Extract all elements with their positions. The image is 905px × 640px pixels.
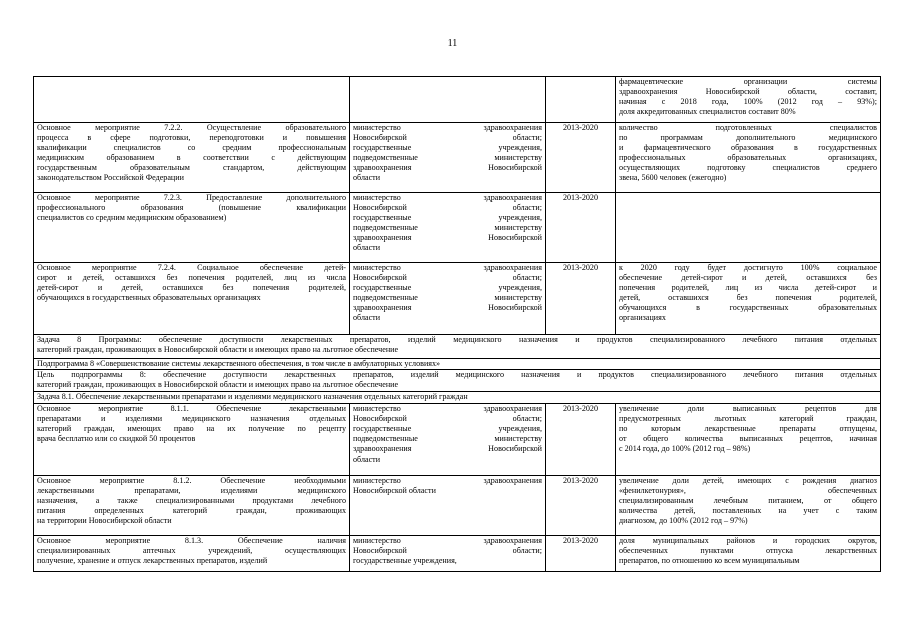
cell-text-line: Новосибирской области xyxy=(353,486,436,496)
table-row xyxy=(34,77,881,123)
cell-text-line: доля муниципальных районов и городских округов, xyxy=(619,536,877,546)
years-cell xyxy=(546,536,616,572)
cell-text-line: государственные учреждения, xyxy=(353,424,542,434)
years-cell xyxy=(546,193,616,263)
cell-text-line: Основное мероприятие 8.1.2. Обеспечение необходимыми xyxy=(37,476,346,486)
cell-text-line: категорий граждан, проживающих в Новосибирской области и имеющих право на льготное обеспечение xyxy=(37,345,399,355)
cell-text-line: Новосибирской области; xyxy=(353,203,542,213)
section-heading-cell xyxy=(34,359,881,370)
cell-text-line: обучающихся в государственных образовательных организациях xyxy=(37,293,261,303)
result-cell xyxy=(616,123,881,193)
cell-text-line: министерство здравоохранения xyxy=(353,536,542,546)
executor-cell xyxy=(350,476,546,536)
years-cell xyxy=(546,123,616,193)
cell-text-line: предусмотренных льготных категорий граждан, xyxy=(619,414,877,424)
cell-text-line: и фармацевтического образования в государственных xyxy=(619,143,877,153)
cell-text-line: врача бесплатно или со скидкой 50 процентов xyxy=(37,434,196,444)
cell-text-line: Новосибирской области; xyxy=(353,546,542,556)
cell-text-line: государственным образовательным стандартом, действующим xyxy=(37,163,346,173)
cell-text-line: с 2014 года, до 100% (2012 год – 98%) xyxy=(619,444,751,454)
section-heading-cell xyxy=(34,370,881,392)
executor-cell xyxy=(350,77,546,123)
cell-text-line: министерство здравоохранения xyxy=(353,476,542,486)
program-activities-table xyxy=(33,76,881,572)
activity-cell xyxy=(34,77,350,123)
cell-text-line: по программам дополнительного медицинского xyxy=(619,133,877,143)
cell-text-line: препаратов, по отношению ко всем муниципальным xyxy=(619,556,800,566)
cell-text-line: Цель подпрограммы 8: обеспечение доступности лекарственных препаратов, изделий медицинского назначения и продуктов специализированного лечебного питания отдельных xyxy=(37,370,877,380)
cell-text-line: подведомственные министерству xyxy=(353,434,542,444)
cell-text-line: медицинским образованием в соответствии с действующим xyxy=(37,153,346,163)
cell-text-line: Основное мероприятие 7.2.4. Социальное обеспечение детей- xyxy=(37,263,346,272)
activity-cell xyxy=(34,536,350,572)
cell-text-line: Основное мероприятие 8.1.1. Обеспечение лекарственными xyxy=(37,404,346,414)
years-text: 2013-2020 xyxy=(562,123,599,132)
executor-cell xyxy=(350,263,546,335)
executor-cell xyxy=(350,404,546,476)
executor-cell xyxy=(350,536,546,572)
cell-text-line: лекарственными препаратами, изделиями медицинского xyxy=(37,486,346,496)
cell-text-line: диагнозом, до 100% (2012 год – 97%) xyxy=(619,516,748,526)
cell-text-line: министерство здравоохранения xyxy=(353,193,542,202)
cell-text-line: обеспеченных пунктами отпуска лекарственных xyxy=(619,546,877,556)
cell-text-line: категорий граждан, имеющих право на их получение по рецепту xyxy=(37,424,346,434)
cell-text-line: области xyxy=(353,243,381,253)
result-cell xyxy=(616,404,881,476)
cell-text-line: Задача 8 Программы: обеспечение доступности лекарственных препаратов, изделий медицинского назначения и продуктов специализированного лечебного питания отдельных xyxy=(37,335,877,344)
cell-text-line: увеличение доли выписанных рецептов для xyxy=(619,404,877,414)
cell-text-line: Подпрограмма 8 «Совершенствование системы лекарственного обеспечения, в том числе в амбулаторных условиях» xyxy=(37,359,441,368)
cell-text-line: Новосибирской области; xyxy=(353,133,542,143)
cell-text-line: по которым лекарственные препараты отпущены, xyxy=(619,424,877,434)
section-heading-row xyxy=(34,335,881,359)
cell-text-line: специализированных аптечных учреждений, осуществляющих xyxy=(37,546,346,556)
cell-text-line: осуществляющих подготовку специалистов среднего xyxy=(619,163,877,173)
cell-text-line: подведомственные министерству xyxy=(353,223,542,233)
result-cell xyxy=(616,536,881,572)
cell-text-line: здравоохранения Новосибирской xyxy=(353,444,542,454)
executor-cell xyxy=(350,123,546,193)
cell-text-line: обучающихся в государственных образовательных xyxy=(619,303,877,313)
cell-text-line: государственные учреждения, xyxy=(353,556,457,566)
cell-text-line: сирот и детей, оставшихся без попечения родителей, лиц из числа xyxy=(37,273,346,283)
table-row xyxy=(34,123,881,193)
cell-text-line: Основное мероприятие 7.2.2. Осуществление образовательного xyxy=(37,123,346,132)
result-cell xyxy=(616,263,881,335)
section-heading-row xyxy=(34,359,881,370)
activity-cell xyxy=(34,193,350,263)
cell-text-line: государственные учреждения, xyxy=(353,283,542,293)
activity-cell xyxy=(34,476,350,536)
cell-text-line: питания определенных категорий граждан, проживающих xyxy=(37,506,346,516)
section-heading-row xyxy=(34,392,881,404)
cell-text-line: звена, 5600 человек (ежегодно) xyxy=(619,173,727,183)
cell-text-line: начиная с 2018 года, 100% (2012 год – 93%); xyxy=(619,97,877,107)
cell-text-line: назначения, а также специализированными продуктами лечебного xyxy=(37,496,346,506)
years-text: 2013-2020 xyxy=(562,476,599,486)
cell-text-line: «фенилкетонурия», обеспеченных xyxy=(619,486,877,496)
years-cell xyxy=(546,404,616,476)
cell-text-line: подведомственные министерству xyxy=(353,153,542,163)
cell-text-line: области xyxy=(353,454,381,464)
cell-text-line: области xyxy=(353,313,381,323)
page-number: 11 xyxy=(447,38,458,49)
cell-text-line: Новосибирской области; xyxy=(353,273,542,283)
cell-text-line: количества детей, поставленных на учет с таким xyxy=(619,506,877,516)
cell-text-line: здравоохранения Новосибирской области, составит, xyxy=(619,87,877,97)
cell-text-line: детей-сирот и детей, оставшихся без попечения родителей, xyxy=(37,283,346,293)
result-cell xyxy=(616,193,881,263)
cell-text-line: области xyxy=(353,173,381,183)
cell-text-line: специалистов со средним медицинским образованием) xyxy=(37,213,227,223)
activity-cell xyxy=(34,123,350,193)
table-row xyxy=(34,404,881,476)
cell-text-line: здравоохранения Новосибирской xyxy=(353,233,542,243)
cell-text-line: фармацевтические организации системы xyxy=(619,77,877,86)
years-text: 2013-2020 xyxy=(562,193,599,202)
cell-text-line: Новосибирской области; xyxy=(353,414,542,424)
table-row xyxy=(34,476,881,536)
section-heading-row xyxy=(34,370,881,392)
section-heading-cell xyxy=(34,335,881,359)
activity-cell xyxy=(34,263,350,335)
table-row xyxy=(34,263,881,335)
cell-text-line: попечения родителей, лиц из числа детей-сирот и xyxy=(619,283,877,293)
executor-cell xyxy=(350,193,546,263)
result-cell xyxy=(616,77,881,123)
cell-text-line: подведомственные министерству xyxy=(353,293,542,303)
cell-text-line: получение, хранение и отпуск лекарственных препаратов, изделий xyxy=(37,556,268,566)
activity-cell xyxy=(34,404,350,476)
cell-text-line: квалификации специалистов со средним профессиональным xyxy=(37,143,346,153)
years-text: 2013-2020 xyxy=(562,536,599,546)
cell-text-line: Основное мероприятие 7.2.3. Предоставление дополнительного xyxy=(37,193,346,202)
table-row xyxy=(34,536,881,572)
table-row xyxy=(34,193,881,263)
years-text: 2013-2020 xyxy=(562,263,599,272)
cell-text-line: детей, оставшихся без попечения родителей, xyxy=(619,293,877,303)
cell-text-line: здравоохранения Новосибирской xyxy=(353,163,542,173)
cell-text-line: организациях xyxy=(619,313,666,323)
cell-text-line: государственные учреждения, xyxy=(353,143,542,153)
years-text: 2013-2020 xyxy=(562,404,599,414)
cell-text-line: министерство здравоохранения xyxy=(353,404,542,414)
cell-text-line: на территории Новосибирской области xyxy=(37,516,172,526)
cell-text-line: процесса в сфере подготовки, переподготовки и повышения xyxy=(37,133,346,143)
cell-text-line: здравоохранения Новосибирской xyxy=(353,303,542,313)
cell-text-line: к 2020 году будет достигнуто 100% социальное xyxy=(619,263,877,272)
cell-text-line: министерство здравоохранения xyxy=(353,123,542,132)
section-heading-cell xyxy=(34,392,881,404)
cell-text-line: профессионального образования (повышение квалификации xyxy=(37,203,346,213)
cell-text-line: увеличение доли детей, имеющих с рождения диагноз xyxy=(619,476,877,486)
cell-text-line: количество подготовленных специалистов xyxy=(619,123,877,132)
cell-text-line: препаратами и изделиями медицинского назначения отдельных xyxy=(37,414,346,424)
years-cell xyxy=(546,263,616,335)
cell-text-line: Основное мероприятие 8.1.3. Обеспечение наличия xyxy=(37,536,346,546)
years-cell xyxy=(546,77,616,123)
cell-text-line: государственные учреждения, xyxy=(353,213,542,223)
cell-text-line: министерство здравоохранения xyxy=(353,263,542,272)
cell-text-line: профессиональных образовательных организациях, xyxy=(619,153,877,163)
years-cell xyxy=(546,476,616,536)
cell-text-line: специализированным лечебным питанием, от общего xyxy=(619,496,877,506)
cell-text-line: категорий граждан, проживающих в Новосибирской области и имеющих право на льготное обеспечение xyxy=(37,380,399,390)
cell-text-line: обеспечение детей-сирот и детей, оставшихся без xyxy=(619,273,877,283)
cell-text-line: доля аккредитованных специалистов составит 80% xyxy=(619,107,796,117)
cell-text-line: Задача 8.1. Обеспечение лекарственными препаратами и изделиями медицинского назначения отдельных категорий граждан xyxy=(37,392,468,402)
cell-text-line: от общего количества выписанных рецептов, начиная xyxy=(619,434,877,444)
cell-text-line: законодательством Российской Федерации xyxy=(37,173,184,183)
result-cell xyxy=(616,476,881,536)
